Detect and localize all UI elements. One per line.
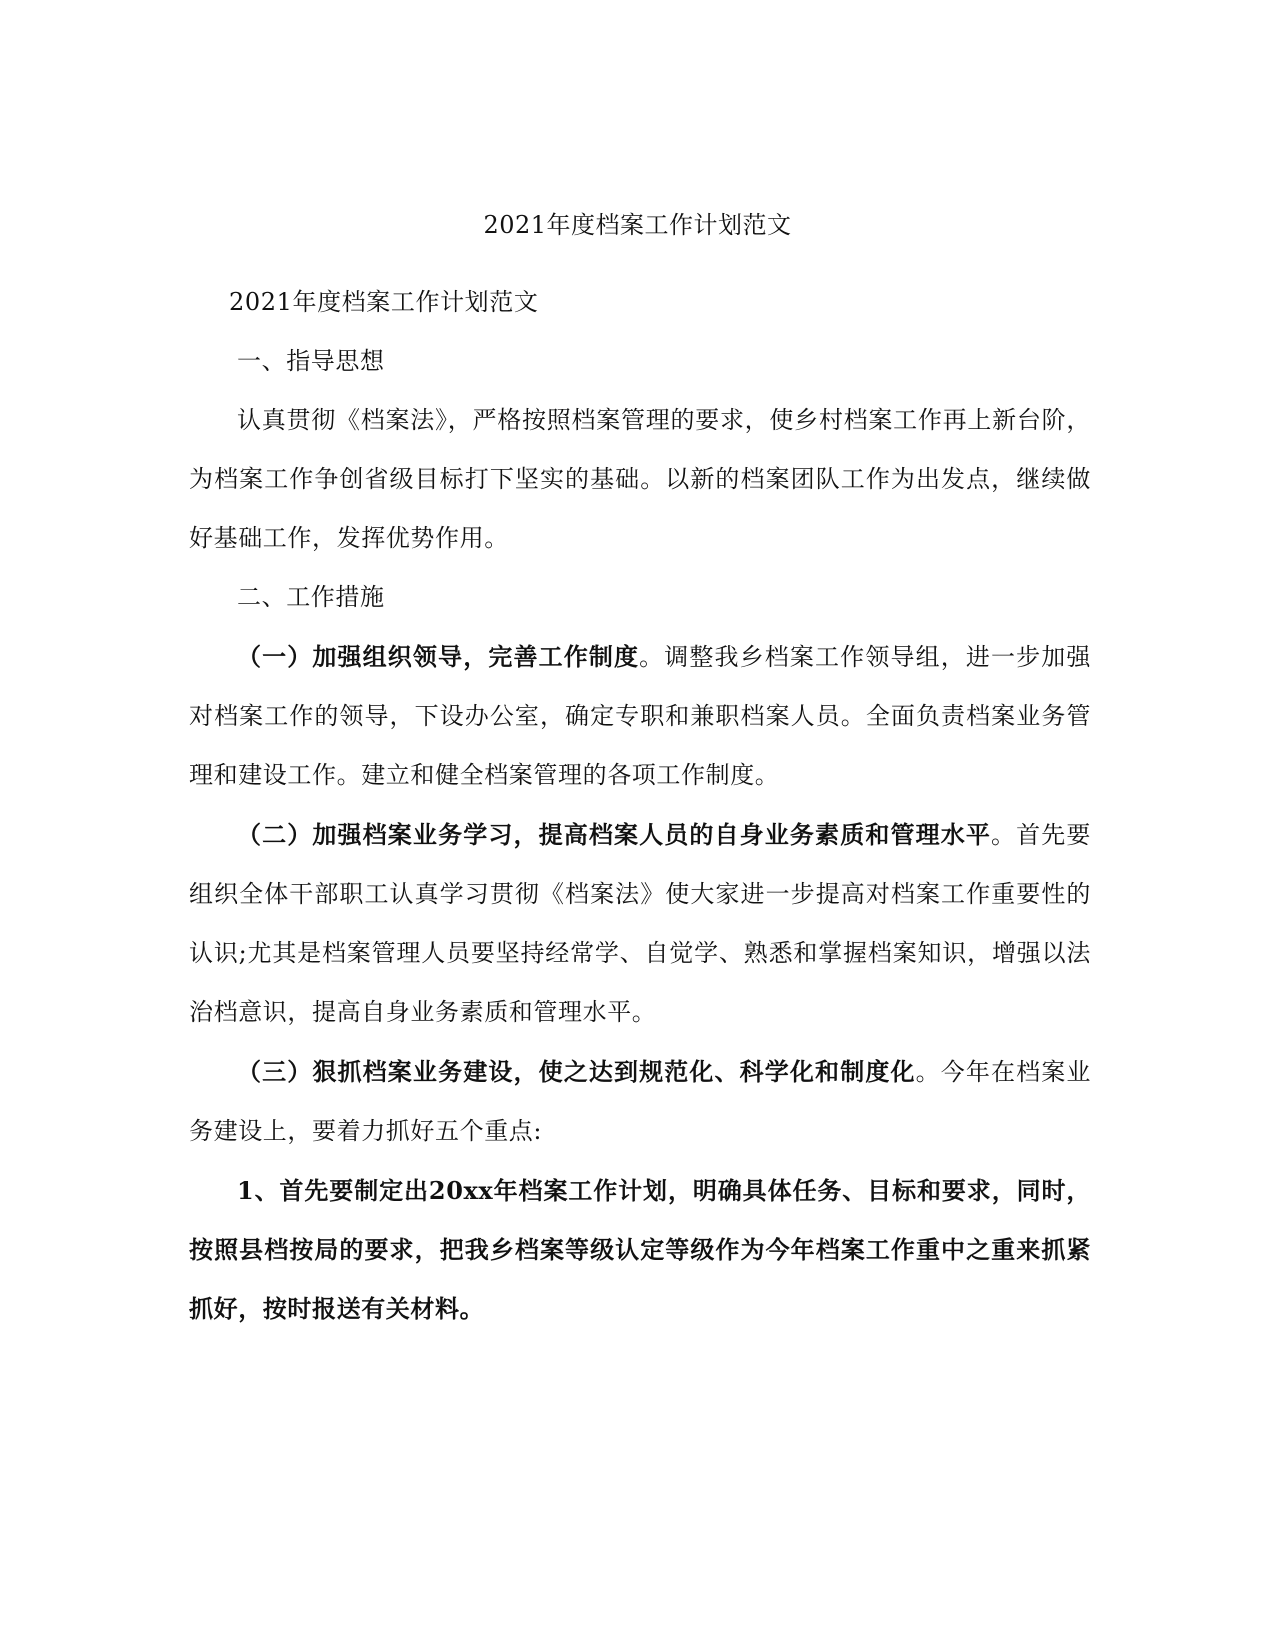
measure-paragraph-1: [189, 627, 1091, 805]
measure-2-heading: （二）加强档案业务学习，提高档案人员的自身业务素质和管理水平: [237, 820, 991, 849]
measure-3-text: 。今年在档案业务建设上，要着力抓好五个重点:: [189, 1058, 1091, 1145]
measure-paragraph-3: [189, 1042, 1091, 1161]
section-text-guiding-ideology: 认真贯彻《档案法》，严格按照档案管理的要求，使乡村档案工作再上新台阶，为档案工作争创省级目标打下坚实的基础。以新的档案团队工作为出发点，继续做好基础工作，发挥优势作用。: [189, 406, 1091, 552]
document-title: 2021年度档案工作计划范文: [483, 211, 792, 239]
document-body: [189, 273, 1091, 1338]
document-subtitle: 2021年度档案工作计划范文: [229, 288, 539, 316]
measure-paragraph-2: [189, 805, 1091, 1042]
measure-1-heading: （一）加强组织领导，完善工作制度: [237, 642, 640, 671]
key-point-1: 1、首先要制定出20xx年档案工作计划，明确具体任务、目标和要求，同时，按照县档按局的要求，把我乡档案等级认定等级作为今年档案工作重中之重来抓紧抓好，按时报送有关材料。: [189, 1176, 1091, 1323]
section-heading-work-measures: 二、工作措施: [237, 583, 385, 611]
measure-3-heading: （三）狠抓档案业务建设，使之达到规范化、科学化和制度化: [237, 1057, 916, 1086]
measure-1-text: 。调整我乡档案工作领导组，进一步加强对档案工作的领导，下设办公室，确定专职和兼职档案人员。全面负责档案业务管理和建设工作。建立和健全档案管理的各项工作制度。: [189, 643, 1091, 789]
section-heading-guiding-ideology: 一、指导思想: [237, 347, 385, 375]
measure-2-text: 。首先要组织全体干部职工认真学习贯彻《档案法》使大家进一步提高对档案工作重要性的认识;尤其是档案管理人员要坚持经常学、自觉学、熟悉和掌握档案知识，增强以法治档意识，提高自身业务素质和管理水平。: [189, 821, 1091, 1026]
